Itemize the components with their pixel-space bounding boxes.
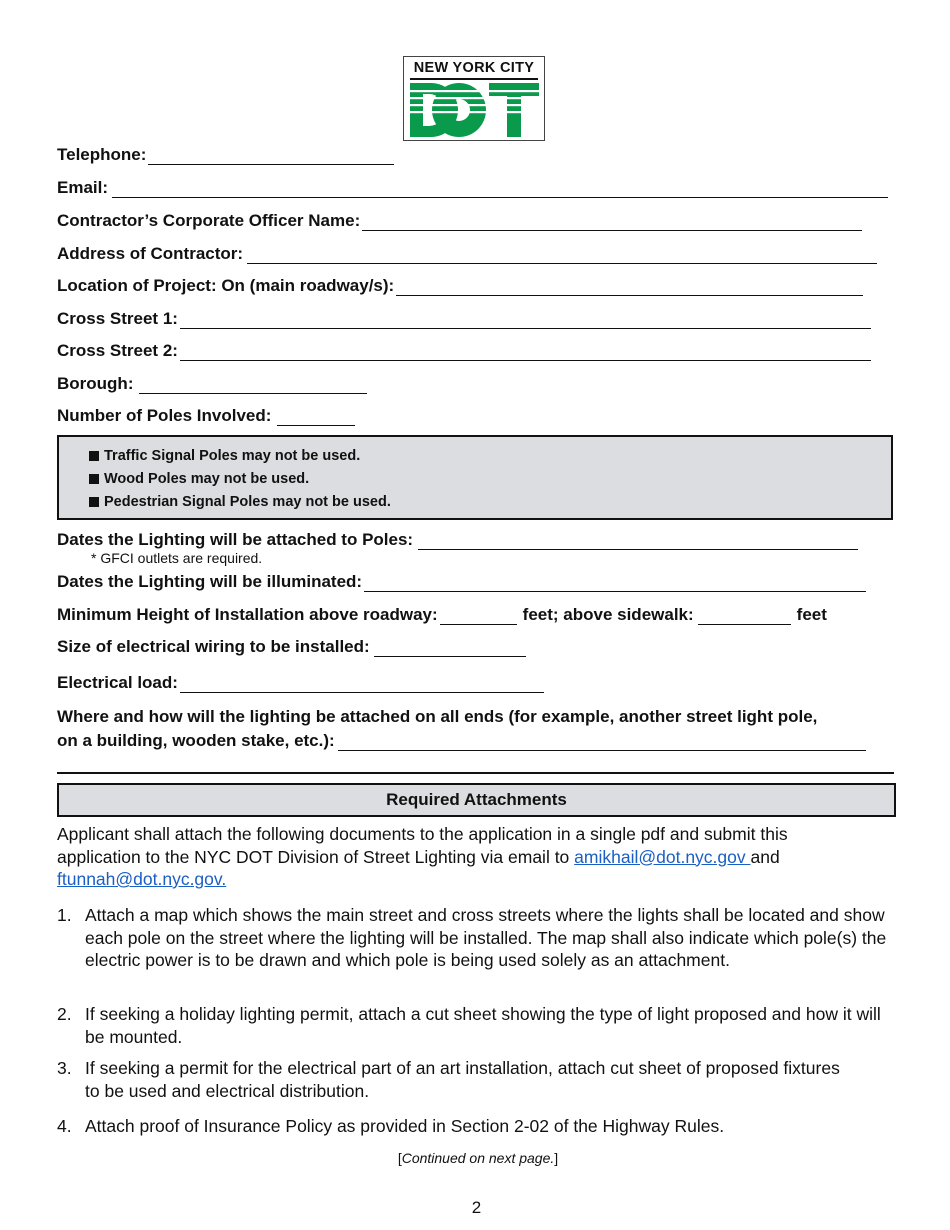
list-item-number: 2. [57, 1004, 72, 1024]
email-link-amikhail[interactable]: amikhail@dot.nyc.gov [574, 846, 751, 867]
notice-item-text: Wood Poles may not be used. [104, 471, 310, 487]
cross-street-1-label: Cross Street 1: [57, 309, 178, 328]
email-label: Email: [57, 178, 109, 197]
square-bullet-icon [89, 474, 99, 484]
bracket-open: [ [397, 1150, 402, 1166]
officer-row [57, 209, 862, 231]
square-bullet-icon [89, 497, 99, 507]
dates-illuminated-field[interactable] [364, 575, 866, 592]
list-item [57, 904, 887, 972]
dates-illuminated-row [57, 570, 866, 592]
telephone-field[interactable] [148, 148, 394, 165]
intro-line-2-text: application to the NYC DOT Division of Street Lighting via email to [57, 846, 570, 867]
gfci-note: * GFCI outlets are required. [91, 550, 263, 566]
dates-attached-row [57, 528, 858, 550]
attachments-intro [57, 823, 907, 891]
cross-street-2-label: Cross Street 2: [57, 341, 178, 360]
bracket-close: ] [554, 1150, 559, 1166]
continued-text: Continued on next page. [401, 1150, 555, 1166]
list-item [57, 1003, 887, 1048]
notice-item-text: Pedestrian Signal Poles may not be used. [104, 494, 391, 510]
dates-attached-field[interactable] [418, 533, 858, 550]
roadway-height-field[interactable] [440, 608, 517, 625]
location-field[interactable] [396, 279, 863, 296]
load-label: Electrical load: [57, 673, 178, 692]
location-row [57, 274, 863, 296]
notice-item [89, 447, 360, 465]
cross-street-1-field[interactable] [180, 312, 871, 329]
email-field[interactable] [112, 181, 888, 198]
poles-label: Number of Poles Involved: [57, 406, 272, 425]
list-item-text: Attach proof of Insurance Policy as provided in Section 2-02 of the Highway Rules. [85, 1116, 725, 1136]
notice-item-text: Traffic Signal Poles may not be used. [104, 448, 361, 464]
address-field[interactable] [247, 247, 877, 264]
wiring-field[interactable] [374, 640, 526, 657]
intro-line-2 [57, 846, 907, 869]
where-how-label-line1: Where and how will the lighting be attached on all ends (for example, another street light pole, [57, 707, 818, 726]
feet-label: feet [796, 605, 827, 624]
list-item [57, 1057, 857, 1102]
pole-restrictions-notice [57, 435, 893, 520]
location-label: Location of Project: On (main roadway/s): [57, 276, 395, 295]
notice-item [89, 470, 309, 488]
list-item [57, 1115, 887, 1138]
sidebar-feet-label: feet; above sidewalk: [522, 605, 694, 624]
list-item-number: 4. [57, 1116, 72, 1136]
email-link-ftunnah[interactable]: ftunnah@dot.nyc.gov. [57, 869, 227, 889]
where-how-field[interactable] [338, 734, 866, 751]
cross-street-2-field[interactable] [180, 344, 871, 361]
borough-row [57, 372, 367, 394]
dot-mark-icon [409, 82, 540, 138]
list-item-text: Attach a map which shows the main street and cross streets where the lights shall be located and show each pole on the street where the lighting will be installed. The map shall also indicate which pole(s) the electric power is to be drawn and which pole is being used solely as an attachment. [85, 905, 887, 970]
borough-field[interactable] [139, 377, 367, 394]
intro-line-1: Applicant shall attach the following documents to the application in a single pdf and submit this [57, 824, 788, 844]
telephone-label: Telephone: [57, 145, 147, 164]
address-row [57, 242, 877, 264]
cross-street-2-row [57, 339, 871, 361]
page-number: 2 [471, 1198, 482, 1217]
square-bullet-icon [89, 451, 99, 461]
where-how-row [57, 729, 866, 751]
intro-line-3 [57, 868, 907, 891]
email-row [57, 176, 888, 198]
borough-label: Borough: [57, 374, 134, 393]
section-divider [57, 772, 894, 774]
list-item-text: If seeking a holiday lighting permit, attach a cut sheet showing the type of light proposed and how it will be mounted. [85, 1004, 881, 1047]
dates-attached-label: Dates the Lighting will be attached to Poles: [57, 530, 414, 549]
required-attachments-header: Required Attachments [57, 783, 896, 817]
officer-label: Contractor’s Corporate Officer Name: [57, 211, 361, 230]
wiring-label: Size of electrical wiring to be installed: [57, 637, 370, 656]
list-item-text: If seeking a permit for the electrical part of an art installation, attach cut sheet of proposed fixtures to be used and electrical distribution. [85, 1058, 840, 1101]
address-label: Address of Contractor: [57, 244, 244, 263]
logo-text: NEW YORK CITY [413, 60, 535, 76]
logo-rule [410, 78, 538, 80]
where-how-label-line2: on a building, wooden stake, etc.): [57, 731, 335, 750]
min-height-row [57, 603, 827, 625]
load-field[interactable] [180, 676, 544, 693]
min-height-label: Minimum Height of Installation above roadway: [57, 605, 438, 624]
nyc-dot-logo [403, 56, 545, 141]
list-item-number: 1. [57, 905, 72, 925]
poles-field[interactable] [277, 409, 355, 426]
poles-row [57, 404, 355, 426]
wiring-row [57, 635, 526, 657]
sidewalk-height-field[interactable] [698, 608, 791, 625]
load-row [57, 671, 544, 693]
notice-item [89, 493, 391, 511]
officer-field[interactable] [362, 214, 862, 231]
and-text: and [750, 846, 780, 867]
telephone-row [57, 143, 394, 165]
continued-note [0, 1150, 950, 1166]
cross-street-1-row [57, 307, 871, 329]
list-item-number: 3. [57, 1058, 72, 1078]
dates-illuminated-label: Dates the Lighting will be illuminated: [57, 572, 363, 591]
